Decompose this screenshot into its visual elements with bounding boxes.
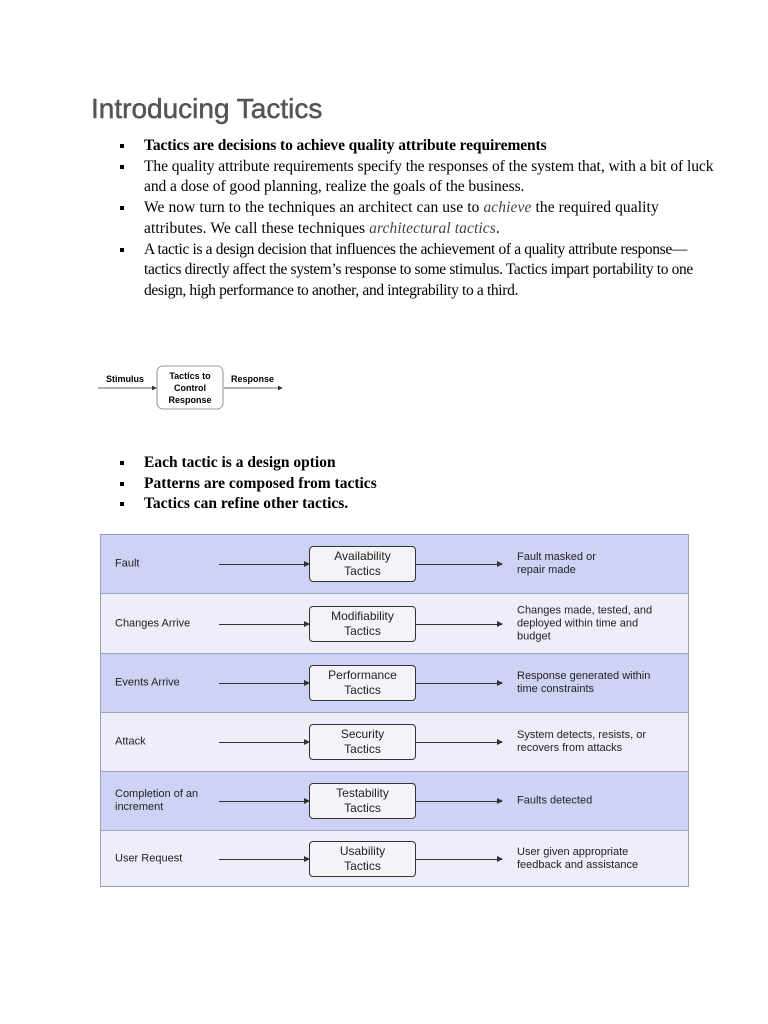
- arrow-icon: [416, 742, 502, 743]
- stimulus-cell: Events Arrive: [115, 676, 180, 689]
- arrow-icon: [219, 683, 309, 684]
- tactic-box: Testability Tactics: [309, 783, 416, 819]
- response-cell: Response generated within time constraints: [517, 670, 651, 695]
- intro-bullet-list: [120, 136, 720, 302]
- tactics-row: [101, 654, 688, 713]
- arrow-icon: [416, 801, 502, 802]
- tactics-box-line: Control: [174, 383, 206, 393]
- bullet-text: .: [495, 219, 500, 237]
- emphasis-text: architectural tactics: [369, 219, 496, 237]
- response-cell: User given appropriate feedback and assistance: [517, 845, 639, 871]
- bullet-item: A tactic is a design decision that influences the achievement of a quality attribute response—tactics directly affect the system’s response to some stimulus. Tactics impart portability to one design, high performance to another, and integrability to a third.: [120, 240, 720, 302]
- tactic-box: Performance Tactics: [309, 665, 416, 701]
- tactic-box: Availability Tactics: [309, 546, 416, 582]
- stimulus-cell: Fault: [115, 557, 140, 570]
- arrow-icon: [416, 859, 502, 860]
- arrow-icon: [416, 683, 502, 684]
- tactics-row: [101, 535, 688, 594]
- stimulus-response-diagram: [96, 364, 286, 414]
- response-cell: Fault masked or repair made: [517, 551, 596, 576]
- tactics-row: [101, 772, 688, 831]
- tactics-box-line: Tactics to: [169, 371, 211, 381]
- tactics-row: [101, 594, 688, 654]
- tactic-box: Security Tactics: [309, 724, 416, 760]
- arrow-icon: [416, 624, 502, 625]
- page-title: Introducing Tactics: [91, 93, 323, 124]
- response-cell: System detects, resists, or recovers from attacks: [517, 729, 646, 754]
- tactics-table: [100, 534, 689, 887]
- stimulus-label: Stimulus: [106, 374, 145, 384]
- bullet-item: [120, 198, 720, 239]
- arrow-icon: [219, 742, 309, 743]
- stimulus-cell: User Request: [115, 852, 183, 864]
- tactics-row: [101, 713, 688, 772]
- arrow-icon: [219, 624, 309, 625]
- bullet-item: Each tactic is a design option: [120, 453, 720, 474]
- arrow-icon: [219, 859, 309, 860]
- response-label: Response: [231, 374, 275, 384]
- bullet-text: We now turn to the techniques an architect can use to: [144, 199, 484, 217]
- tactic-box: Modifiability Tactics: [309, 606, 416, 642]
- arrow-icon: [219, 564, 309, 565]
- tactic-facts-list: [120, 453, 720, 515]
- tactic-box: Usability Tactics: [309, 841, 416, 877]
- emphasis-text: achieve: [483, 199, 532, 217]
- arrow-icon: [416, 564, 502, 565]
- bullet-item: Tactics are decisions to achieve quality attribute requirements: [120, 136, 720, 157]
- stimulus-cell: Completion of an increment: [115, 788, 199, 813]
- tactics-row: [101, 831, 688, 886]
- response-cell: Changes made, tested, and deployed within time and budget: [517, 604, 653, 642]
- arrow-icon: [219, 801, 309, 802]
- bullet-item: Patterns are composed from tactics: [120, 474, 720, 495]
- bullet-item: The quality attribute requirements specify the responses of the system that, with a bit of luck and a dose of good planning, realize the goals of the business.: [120, 157, 720, 198]
- bullet-item: Tactics can refine other tactics.: [120, 494, 720, 515]
- stimulus-cell: Changes Arrive: [115, 617, 191, 629]
- response-cell: Faults detected: [517, 794, 593, 807]
- tactics-box-line: Response: [168, 395, 212, 405]
- stimulus-cell: Attack: [115, 735, 146, 748]
- bullet-text: the required quality attributes. We call these techniques: [144, 199, 659, 237]
